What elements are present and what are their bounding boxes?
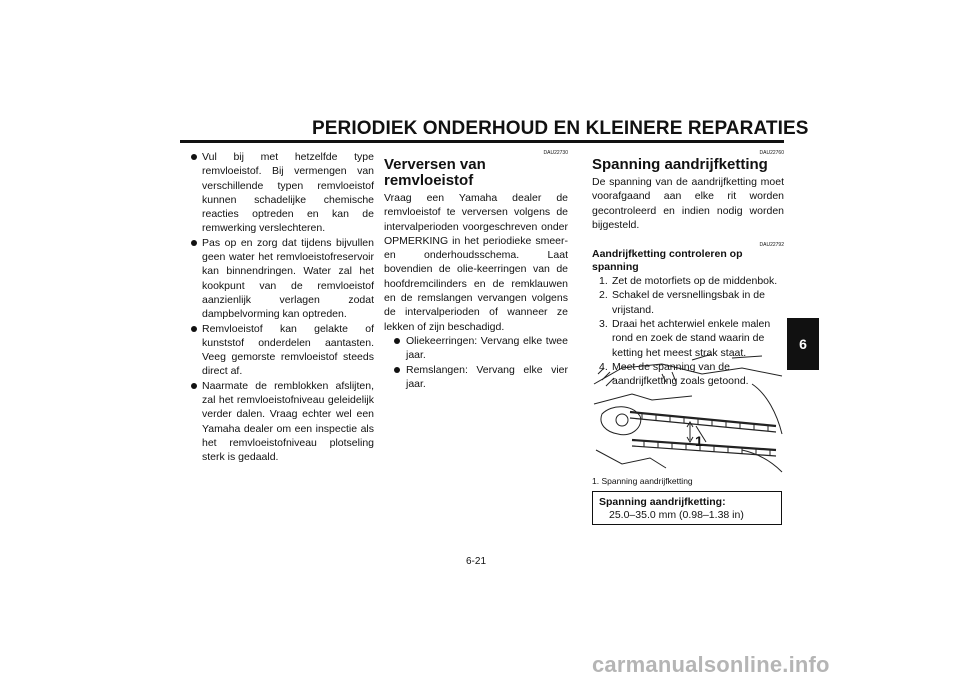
bullet-icon: [191, 240, 197, 246]
list-item: 4. Meet de spanning van de aandrijfketting zoals getoond.: [599, 360, 749, 388]
spec-box: [592, 491, 782, 525]
bullet-icon: [394, 367, 400, 373]
figure-callout: 1: [695, 433, 703, 449]
figure-caption: 1. Spanning aandrijfketting: [592, 476, 693, 486]
bullet-icon: [394, 338, 400, 344]
list-item: Oliekeerringen: Vervang elke twee jaar.: [384, 334, 568, 363]
header-rule: [180, 140, 784, 143]
page-header-title: PERIODIEK ONDERHOUD EN KLEINERE REPARATIES: [312, 118, 809, 139]
section-title: Spanning aandrijfketting: [592, 156, 768, 173]
section-paragraph: De spanning van de aandrijfketting moet voorafgaand aan elke rit worden gecontroleerd en indien nodig worden bijgesteld.: [592, 176, 784, 231]
spec-value: 25.0–35.0 mm (0.98–1.38 in): [609, 509, 744, 521]
section-code: DAU22730: [543, 150, 568, 156]
list-item: 3. Draai het achterwiel enkele malen rond en zoek de stand waarin de ketting het meest strak staat.: [599, 318, 771, 359]
column-2: [384, 150, 568, 391]
bullet-icon: [191, 154, 197, 160]
section-code: DAU22760: [759, 150, 784, 156]
watermark: carmanualsonline.info: [592, 652, 830, 677]
spec-label: Spanning aandrijfketting:: [599, 496, 726, 508]
list-item: Remslangen: Vervang elke vier jaar.: [384, 363, 568, 392]
bullet-icon: [191, 326, 197, 332]
chapter-tab[interactable]: 6: [787, 318, 819, 370]
page-number: 6-21: [466, 556, 487, 567]
replacement-list: [384, 334, 568, 391]
subsection-title: Aandrijfketting controleren op spanning: [592, 248, 743, 274]
list-item: 1. Zet de motorfiets op de middenbok.: [599, 275, 778, 288]
chain-illustration: [592, 354, 784, 474]
list-item: Naarmate de remblokken afslijten, zal het remvloeistofniveau geleidelijk verder dalen. Vraag echter wel een Yamaha dealer om een inspectie als het remvloeistofniveau plotseling sterk is gedaald.: [190, 379, 374, 465]
list-item: Vul bij met hetzelfde type remvloeistof. Bij vermengen van verschillende typen remvloeistof kunnen schadelijke chemische reacties optreden en kan de remwerking verslechteren.: [190, 150, 374, 236]
list-item: 2. Schakel de versnellingsbak in de vrijstand.: [599, 289, 765, 316]
column-3: [592, 150, 784, 389]
section-title: Verversen van remvloeistof: [384, 156, 486, 189]
brake-fluid-notes: [190, 150, 374, 465]
list-item: Pas op en zorg dat tijdens bijvullen geen water het remvloeistofreservoir kan binnendringen. Water zal het kookpunt van de remvloeistof aanzienlijk verlagen zodat dampbelvorming kan optreden.: [190, 236, 374, 322]
column-1: [190, 150, 374, 465]
subsection-code: DAU22792: [759, 242, 784, 249]
section-paragraph: Vraag een Yamaha dealer de remvloeistof te verversen volgens de intervalperioden voorgeschreven onder OPMERKING in het periodieke smeer- en onderhoudsschema. Laat bovendien de olie-keerringen van de hoofdremcilinders en de remklauwen en de remslangen vervangen volgens de intervalperioden of wanneer ze lekken of zijn beschadigd.: [384, 192, 568, 333]
chain-drawing-icon: [592, 354, 784, 474]
list-item: Remvloeistof kan gelakte of kunststof onderdelen aantasten. Veeg gemorste remvloeistof steeds direct af.: [190, 322, 374, 379]
bullet-icon: [191, 383, 197, 389]
